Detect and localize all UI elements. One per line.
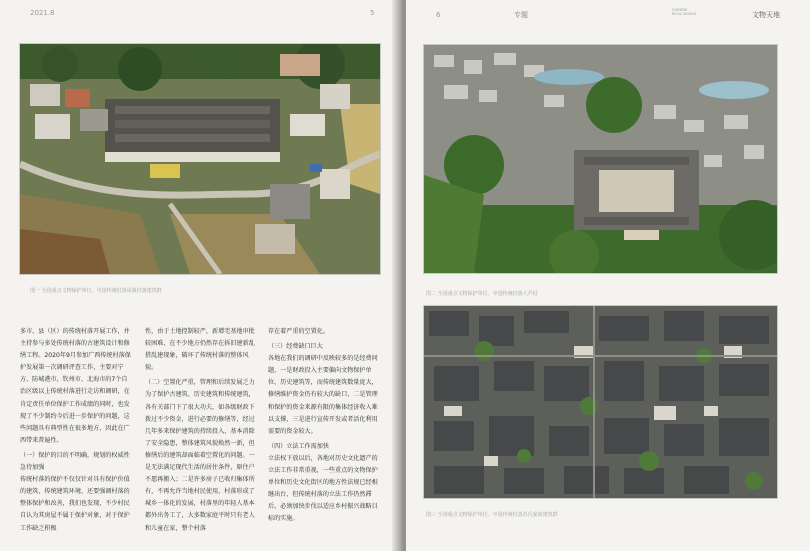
left-page <box>0 0 398 551</box>
section-heading: （一）保护的目的不明确，规划的权威性急待加强 <box>20 451 130 472</box>
paragraph: 立法权下放以后，各地对历史文化遗产的立法工作非常重视，一些重点的文物保护单位和历史文化街区的地方性法规已经相继出台，但传统村落的立法工作仍然滞后，必须加快步伐以适应乡村振兴战略目标的实施。 <box>268 454 378 523</box>
section-heading: （三）经费缺口巨大 <box>268 343 323 351</box>
text-column-1 <box>20 326 133 535</box>
text-column-2 <box>145 326 258 535</box>
page-number: 5 <box>370 9 375 17</box>
paragraph: 各地在我们的调研中反映较多的是经费问题，一是财政投入主要偏向文物保护单位、历史建筑等，而传统建筑数量庞大，修缮维护资金仍有较大的缺口，二是管理和保护的资金来源有限的集体经济收入难以支撑，三是进行宣传开发或者活化利用需要的资金较大。 <box>268 355 378 435</box>
section-heading: （二）空置化严重，管理和后续发展乏力 <box>145 379 255 387</box>
paragraph: 存在着严重的空置化。 <box>268 328 329 335</box>
page-number: 6 <box>436 11 441 19</box>
paragraph: 为了保护古建筑、历史建筑和传统建筑，各有关部门下了很大功夫，如各级财政下拨过不少资金，进行必要的修缮等，经过几年多来保护建筑的持续投入，基本消除了安全隐患，整体建筑风貌焕然一新，但修缮后的建筑却面临着空置化的问题。一是无法满足现代生活的居住条件，原住户不愿再搬入；二是许多房子已收归集体所有，不再允许当地村民使用，村落形成了城乡一体化的发展，村落里的年轻人基本都外出务工了，大多数家庭平时只有老人和儿童在家，整个村落 <box>145 391 255 532</box>
right-page <box>406 0 810 551</box>
page-date: 2021.8 <box>30 9 55 17</box>
aerial-village-photo-2 <box>423 44 778 274</box>
paragraph: 传统村落的保护不仅仅针对具有保护价值的建筑，传统建筑环境、还要强调村落的整体保护和改善，我们也发现，不少村民自认为其房屋不属于保护对象，对于保护工作缺乏积极 <box>20 476 130 532</box>
masthead-small: CHINESE RELIC WORLD <box>672 8 697 16</box>
section-heading: （四）立法工作需加快 <box>268 442 329 450</box>
text-column-3 <box>268 326 380 526</box>
figure-caption: 图一 全国重点文物保护单位、中国传统村落凤凰村落建筑群 <box>30 288 162 294</box>
masthead: 文物天地 <box>752 11 780 19</box>
paragraph: 性，由于土地控制较严，新增宅基地审批较困难，在不少地方仍然存在拆旧建新乱搭乱建现象，破坏了传统村落的整体风貌。 <box>145 328 255 372</box>
figure-caption: 图二 全国重点文物保护单位、中国传统村落大芦村 <box>426 291 538 297</box>
aerial-roofs-photo <box>423 305 778 499</box>
figure-caption: 图三 全国重点文物保护单位、中国传统村落苏氏家族建筑群 <box>426 512 558 518</box>
paragraph: 多市、县（区）的传统村落开展工作，并主持参与多处传统村落的古建筑设计和修缮工程。2020年9月参加广西传统村落保护发展第一次调研评查工作，主要对宁方、防城港市、钦州市、北海市的7个自治区级以上传统村落进行走访和调研，在肯定责任单位保护工作成绩的同时，也发现了不少制约今后进一步保护的问题，这些问题具有典型性在很多地方，因此在广西带来普遍性。 <box>20 328 131 444</box>
section-label: 专题 <box>514 11 528 19</box>
aerial-village-photo <box>19 43 381 275</box>
